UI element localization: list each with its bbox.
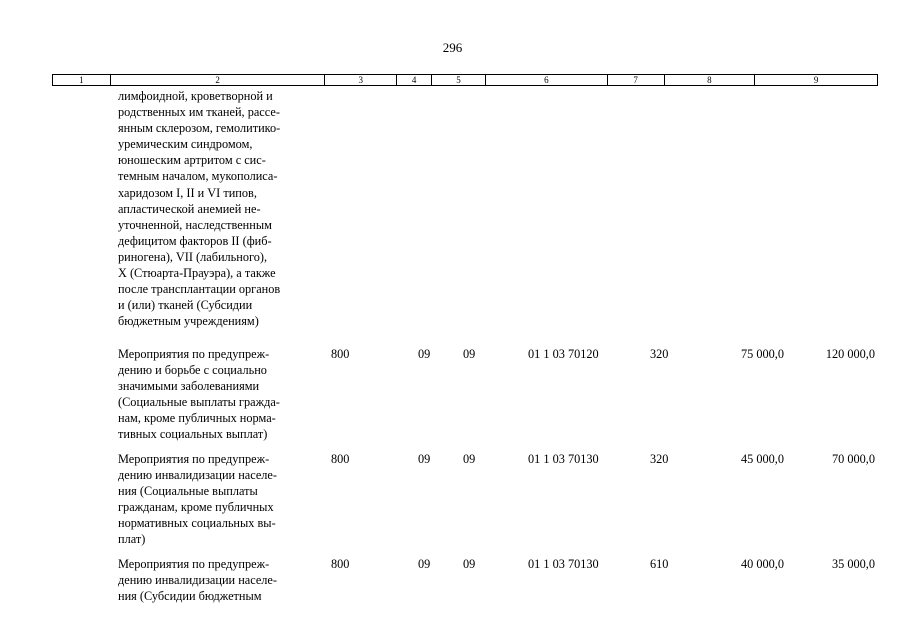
continued-description: лимфоидной, кроветворной и родственных им тканей, рассе- янным склерозом, гемолитико- уремическим синдромом, юношеским артритом с сис- темным началом, мукополиса- харидозом I, II и VI типов, апластической анемией не- уточненной, наследственным дефицитом факторов II (фиб- риногена), VII (лабильного), X (Стюарта-Прауэра), а также после трансплантации органов и (или) тканей (Субсидии бюджетным учреждениям) [118, 89, 281, 329]
row-expense-type: 320 [650, 347, 669, 361]
table-header-row [52, 74, 878, 86]
row-code-ministry: 800 [331, 347, 350, 361]
row-code-ministry: 800 [331, 452, 350, 466]
row-description: Мероприятия по предупреж- дению инвалидизации населе- ния (Субсидии бюджетным [118, 557, 277, 604]
column-header-5: 5 [432, 75, 486, 85]
row-expense-type: 610 [650, 557, 669, 571]
row-section: 09 [418, 452, 431, 466]
row-expense-type: 320 [650, 452, 669, 466]
row-subsection: 09 [463, 452, 476, 466]
page-number: 296 [442, 40, 463, 55]
column-header-8: 8 [665, 75, 756, 85]
column-header-4: 4 [397, 75, 432, 85]
row-description: Мероприятия по предупреж- дению и борьбе с социально значимыми заболеваниями (Социальные выплаты гражда- нам, кроме публичных норма- тивных социальных выплат) [118, 347, 280, 442]
row-amount-2: 120 000,0 [825, 347, 875, 361]
row-amount-2: 70 000,0 [831, 452, 875, 466]
row-amount-1: 40 000,0 [740, 557, 784, 571]
row-target-article: 01 1 03 70130 [528, 452, 599, 466]
row-target-article: 01 1 03 70130 [528, 557, 599, 571]
column-header-3: 3 [325, 75, 397, 85]
column-header-2: 2 [111, 75, 325, 85]
column-header-9: 9 [813, 75, 819, 85]
row-target-article: 01 1 03 70120 [528, 347, 599, 361]
row-amount-1: 75 000,0 [740, 347, 784, 361]
row-description: Мероприятия по предупреж- дению инвалидизации населе- ния (Социальные выплаты гражданам, кроме публичных нормативных социальных вы- плат) [118, 452, 277, 547]
column-header-6: 6 [486, 75, 608, 85]
row-amount-2: 35 000,0 [831, 557, 875, 571]
column-header-7: 7 [608, 75, 665, 85]
row-section: 09 [418, 347, 431, 361]
row-subsection: 09 [463, 557, 476, 571]
row-code-ministry: 800 [331, 557, 350, 571]
row-section: 09 [418, 557, 431, 571]
row-subsection: 09 [463, 347, 476, 361]
row-amount-1: 45 000,0 [740, 452, 784, 466]
column-header-1: 1 [53, 75, 111, 85]
